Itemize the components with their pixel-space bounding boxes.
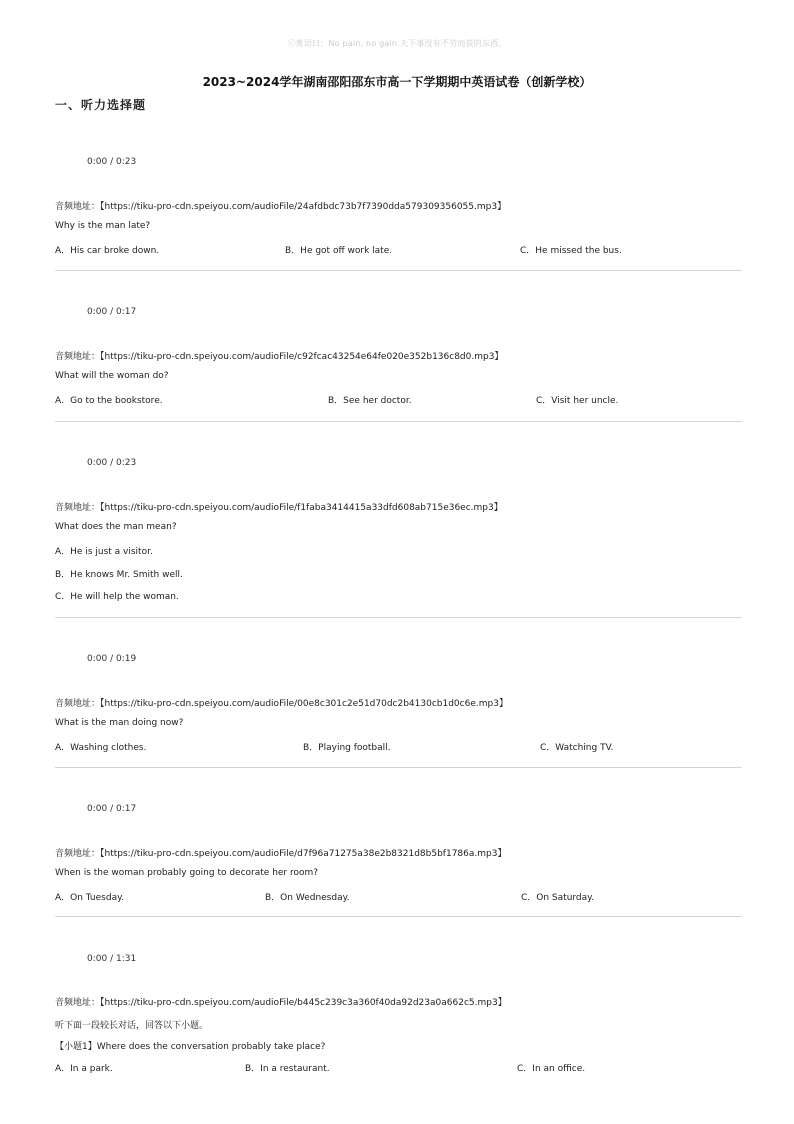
question-text: Why is the man late? <box>55 221 151 231</box>
question-text: What is the man doing now? <box>55 718 184 728</box>
question-text: What does the man mean? <box>55 522 177 532</box>
option-c: C．Visit her uncle. <box>536 396 619 406</box>
option-b: B．On Wednesday. <box>265 893 350 903</box>
divider <box>55 617 742 618</box>
option-a: A．Washing clothes. <box>55 743 147 753</box>
option-b: B．In a restaurant. <box>245 1064 330 1074</box>
watermark: ⓒ菁语曰：No pain, no gain.天下事没有不劳而获的东西。 <box>287 39 507 48</box>
document-title: 2023~2024学年湖南邵阳邵东市高一下学期期中英语试卷（创新学校） <box>202 75 592 89</box>
question-text: What will the woman do? <box>55 371 169 381</box>
option-a: A．Go to the bookstore. <box>55 396 163 406</box>
audio-player-time[interactable]: 0:00 / 0:23 <box>87 458 137 468</box>
divider <box>55 270 742 271</box>
option-c: C．He will help the woman. <box>55 592 179 602</box>
audio-player-time[interactable]: 0:00 / 0:19 <box>87 654 137 664</box>
audio-address: 音频地址：【https://tiku-pro-cdn.speiyou.com/audioFile/00e8c301c2e51d70dc2b4130cb1d0c6e.mp3】 <box>55 699 508 709</box>
audio-player-time[interactable]: 0:00 / 0:23 <box>87 157 137 167</box>
option-b: B．He got off work late. <box>285 246 393 256</box>
section-heading: 一、听力选择题 <box>55 98 147 112</box>
question-text: When is the woman probably going to decorate her room? <box>55 868 319 878</box>
option-a: A．In a park. <box>55 1064 113 1074</box>
passage-intro: 听下面一段较长对话，回答以下小题。 <box>55 1021 209 1031</box>
option-a: A．On Tuesday. <box>55 893 124 903</box>
audio-address: 音频地址：【https://tiku-pro-cdn.speiyou.com/audioFile/b445c239c3a360f40da92d23a0a662c5.mp3】 <box>55 998 507 1008</box>
audio-player-time[interactable]: 0:00 / 0:17 <box>87 804 137 814</box>
option-c: C．He missed the bus. <box>520 246 622 256</box>
audio-address: 音频地址：【https://tiku-pro-cdn.speiyou.com/audioFile/f1faba3414415a33dfd608ab715e36ec.mp3】 <box>55 503 503 513</box>
question-text: 【小题1】Where does the conversation probably take place? <box>55 1042 326 1052</box>
option-c: C．Watching TV. <box>540 743 614 753</box>
divider <box>55 916 742 917</box>
audio-address: 音频地址：【https://tiku-pro-cdn.speiyou.com/audioFile/24afdbdc73b7f7390dda579309356055.mp3】 <box>55 202 507 212</box>
audio-player-time[interactable]: 0:00 / 0:17 <box>87 307 137 317</box>
divider <box>55 421 742 422</box>
option-a: A．His car broke down. <box>55 246 160 256</box>
option-b: B．He knows Mr. Smith well. <box>55 570 183 580</box>
option-c: C．In an office. <box>517 1064 586 1074</box>
option-b: B．Playing football. <box>303 743 391 753</box>
option-c: C．On Saturday. <box>521 893 595 903</box>
divider <box>55 767 742 768</box>
option-a: A．He is just a visitor. <box>55 547 153 557</box>
audio-address: 音频地址：【https://tiku-pro-cdn.speiyou.com/audioFile/c92fcac43254e64fe020e352b136c8d0.mp3】 <box>55 352 504 362</box>
audio-address: 音频地址：【https://tiku-pro-cdn.speiyou.com/audioFile/d7f96a71275a38e2b8321d8b5bf1786a.mp3】 <box>55 849 507 859</box>
option-b: B．See her doctor. <box>328 396 412 406</box>
audio-player-time[interactable]: 0:00 / 1:31 <box>87 954 137 964</box>
